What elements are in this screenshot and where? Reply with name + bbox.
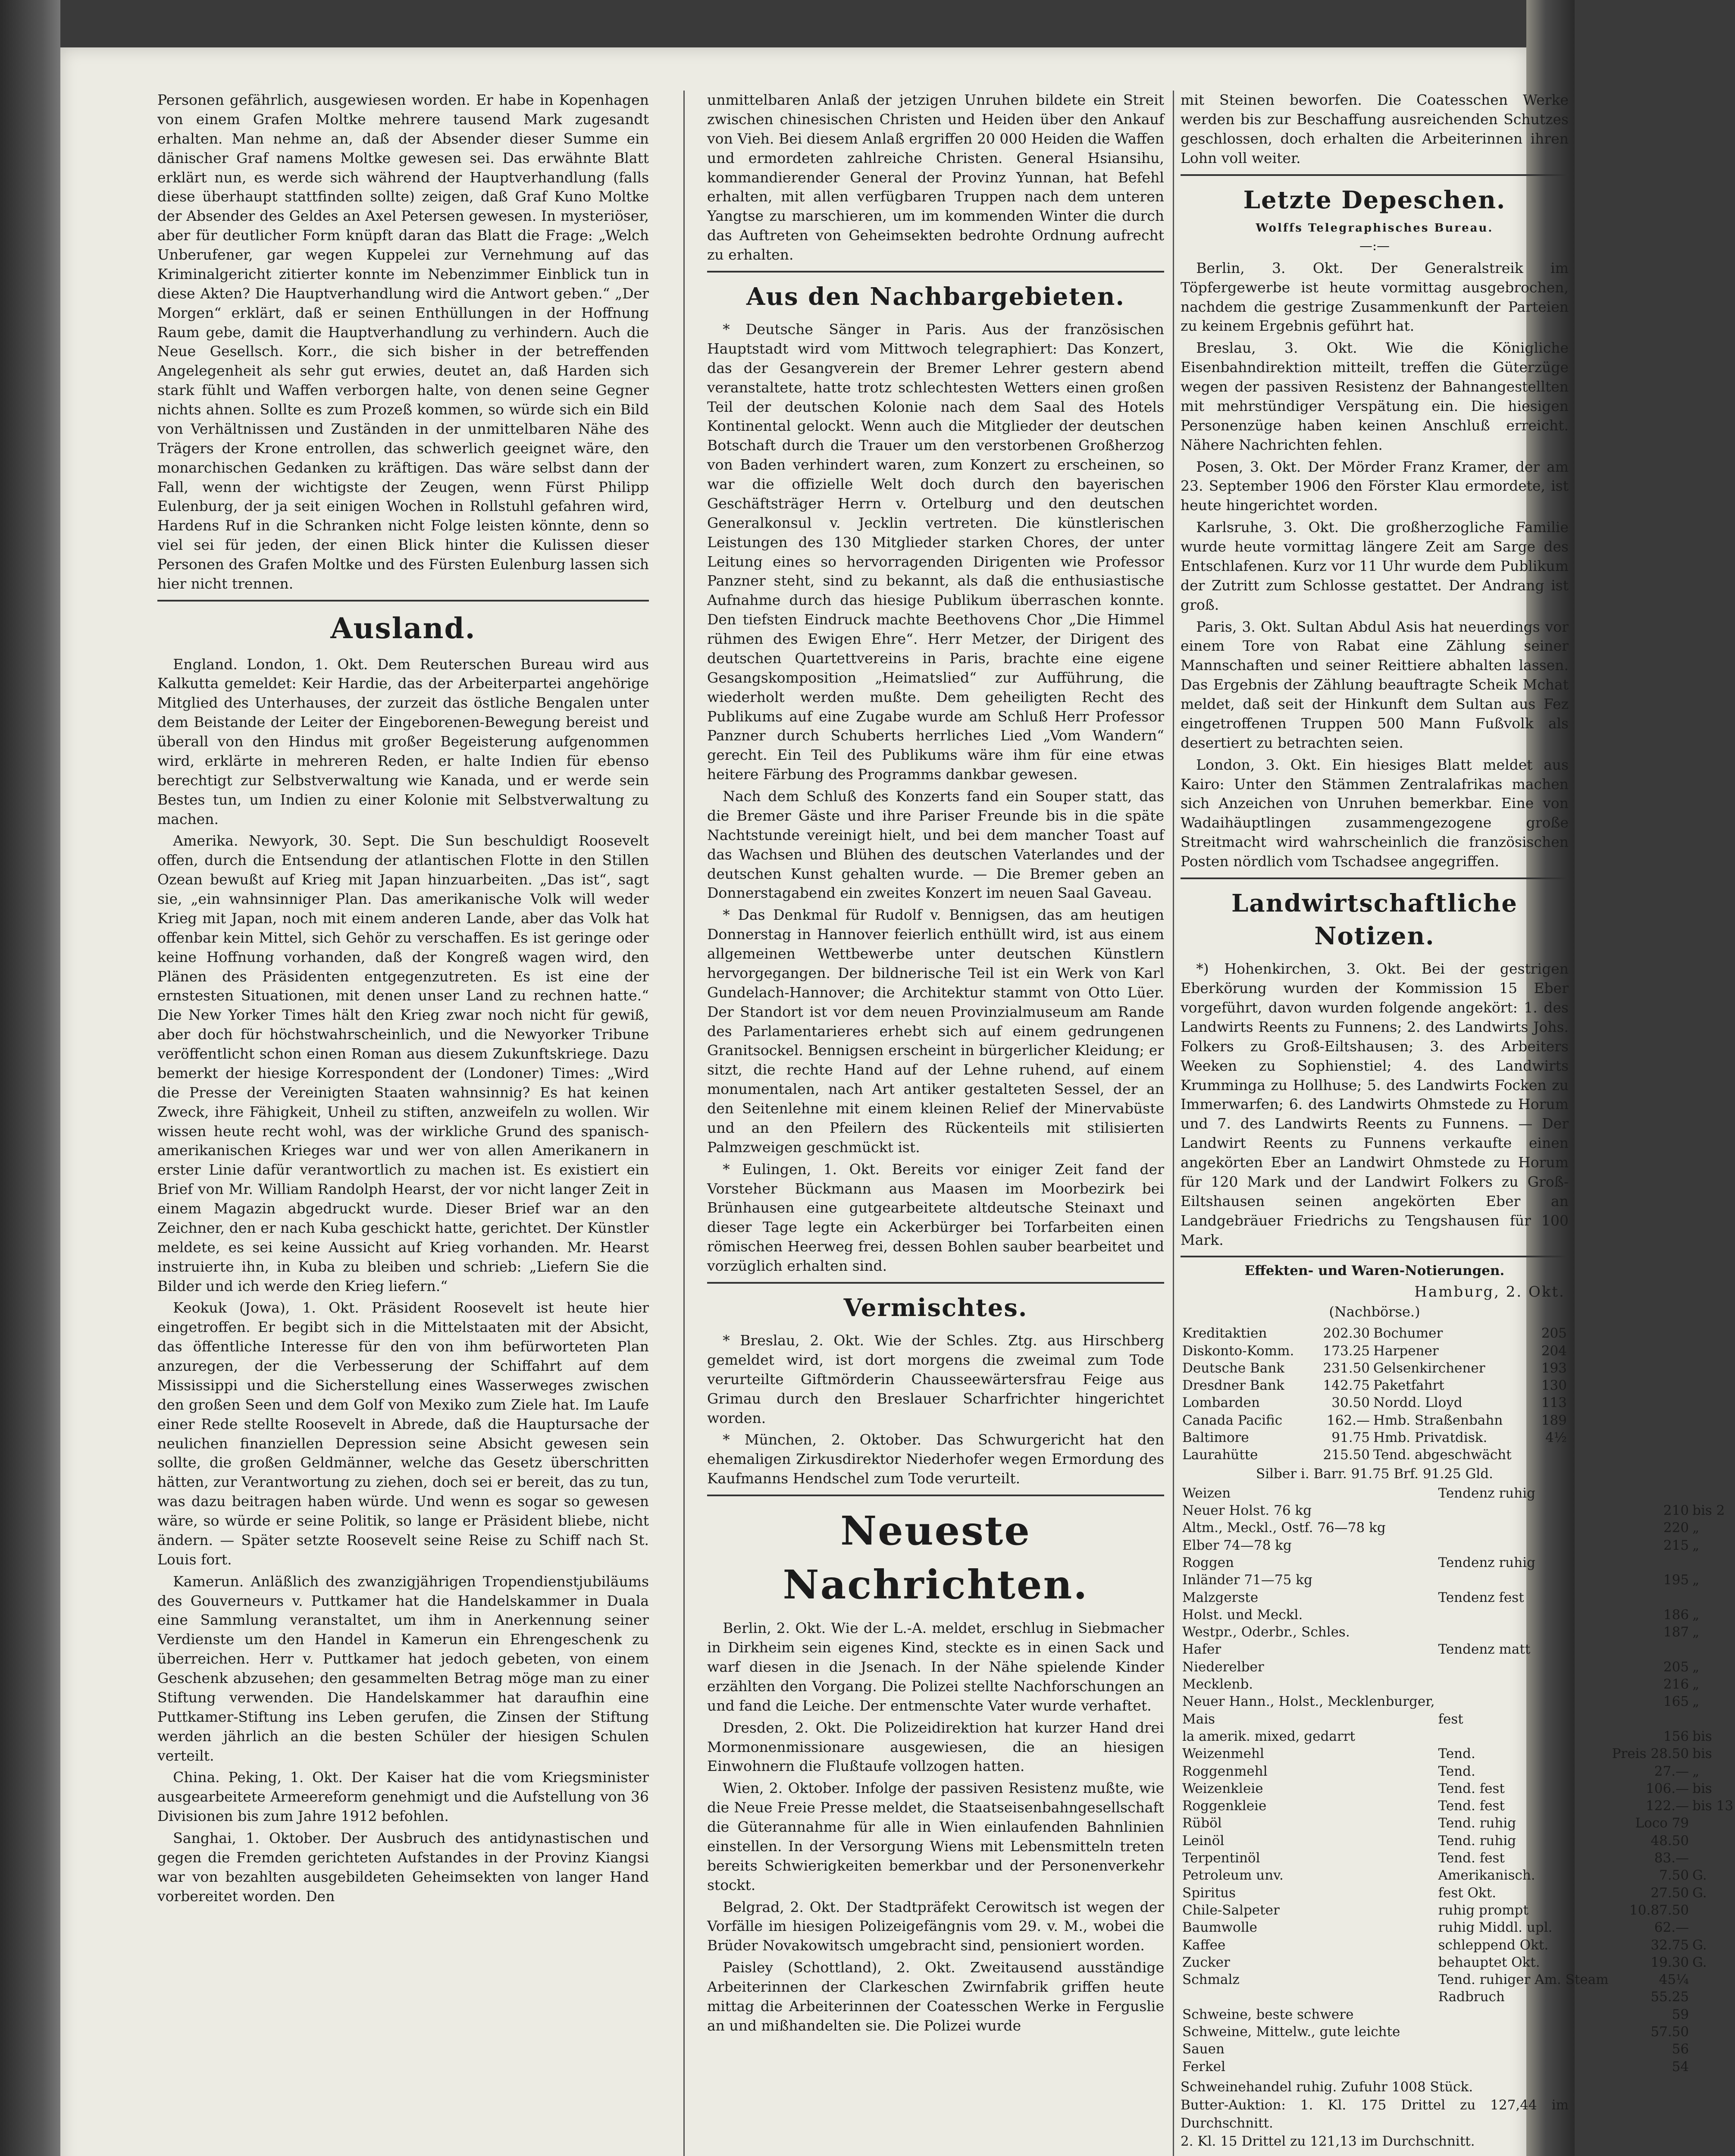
quote-cell: 106.— bbox=[1646, 1780, 1689, 1796]
quote-cell bbox=[1437, 1537, 1610, 1554]
quote-cell: 91.75 bbox=[1331, 1430, 1370, 1446]
quote-cell bbox=[1691, 1919, 1735, 1936]
quote-cell: „ bbox=[1692, 1763, 1700, 1779]
article-paragraph: unmittelbaren Anlaß der jetzigen Unruhen bildete ein Streit zwischen chinesischen Christen und Heiden über den Ankauf von Vieh. Bei diesem Anlaß ergriffen 20 000 Heiden die Waffen und ermordeten zahlreiche Christen. General Hsiansihu, kommandierender General der Provinz Yunnan, hat Befehl erhalten, mit allen verfügbaren Truppen nach dem unteren Yangtse zu marschieren, um im kommenden Winter die durch das Auftreten von Geheimsekten bedrohte Ordnung aufrecht zu erhalten. bbox=[707, 91, 1164, 263]
table-row bbox=[1181, 1797, 1735, 1814]
quote-cell: 162.— bbox=[1327, 1412, 1370, 1428]
quote-cell: Weizen bbox=[1182, 1485, 1231, 1501]
quote-cell: 54 bbox=[1672, 2059, 1689, 2075]
quote-cell: Paketfahrt bbox=[1373, 1378, 1444, 1394]
quote-cell: 48.50 bbox=[1650, 1833, 1689, 1849]
quote-cell: Tend. ruhig bbox=[1438, 1815, 1516, 1831]
quote-cell: Tend. bbox=[1438, 1763, 1475, 1779]
quote-cell: bis bbox=[1692, 1780, 1712, 1796]
table-row bbox=[1181, 1623, 1735, 1641]
depeschen-articles bbox=[1181, 259, 1569, 871]
table-row bbox=[1181, 1937, 1735, 1954]
market-report-dateline: Hamburg, 2. Okt. bbox=[1414, 1283, 1565, 1300]
quote-cell: ruhig Middl. upl. bbox=[1438, 1920, 1553, 1936]
quote-cell bbox=[1610, 1711, 1691, 1728]
article-paragraph: * Das Denkmal für Rudolf v. Bennigsen, das am heutigen Donnerstag in Hannover feierlich enthüllt wird, ist aus einem allgemeinen Wettbewerbe unter deutschen Künstlern hervorgegangen. Der bildnerische Teil ist ein Werk von Karl Gundelach-Hannover; die Architektur stammt von Otto Lüer. Der Standort ist vor dem neuen Provinzialmuseum am Rande des Parlamentarieres erhebt sich auf einem gedrungenen Granitsockel. Bennigsen erscheint in bürgerlicher Kleidung; er sitzt, die rechte Hand auf der Lehne ruhend, auf einem monumentalen, nach Art antiker gestalteten Sessel, der an den Seitenlehne mit einem kleinen Relief der Minervabüste und an den Pfeilern des Rückenteils mit stilisierten Palmzweigen geschmückt ist. bbox=[707, 906, 1164, 1156]
quote-cell: Terpentinöl bbox=[1182, 1850, 1260, 1866]
quote-cell: 142.75 bbox=[1323, 1378, 1370, 1394]
vermischtes-articles bbox=[707, 1331, 1164, 1489]
column-1 bbox=[157, 91, 649, 2156]
report-footer-line: Schweinehandel ruhig. Zufuhr 1008 Stück. bbox=[1181, 2079, 1473, 2095]
table-row bbox=[1181, 1867, 1735, 1884]
section-divider bbox=[1181, 174, 1569, 176]
quote-cell bbox=[1437, 1623, 1610, 1641]
quote-cell bbox=[1437, 1606, 1610, 1623]
table-row bbox=[1181, 2023, 1735, 2040]
table-row bbox=[1181, 1919, 1735, 1936]
intro-text bbox=[157, 91, 649, 594]
quote-cell: Weizenmehl bbox=[1182, 1746, 1264, 1762]
quote-cell: Canada Pacific bbox=[1182, 1412, 1283, 1428]
quote-cell: Tend. fest bbox=[1438, 1850, 1505, 1866]
quote-cell: 220 bbox=[1663, 1520, 1689, 1536]
quote-cell: Tendenz ruhig bbox=[1438, 1485, 1535, 1501]
quote-cell: Neuer Holst. 76 kg bbox=[1182, 1503, 1312, 1519]
table-row bbox=[1181, 1446, 1569, 1463]
quote-cell: 205 bbox=[1663, 1659, 1689, 1675]
quote-cell bbox=[1691, 1589, 1735, 1606]
table-row bbox=[1181, 1728, 1735, 1745]
quote-cell: Gelsenkirchener bbox=[1373, 1360, 1485, 1376]
quote-cell: Roggenmehl bbox=[1182, 1763, 1268, 1779]
quote-cell: Zucker bbox=[1182, 1954, 1230, 1970]
quote-cell: 113 bbox=[1541, 1395, 1567, 1411]
table-row bbox=[1181, 1693, 1735, 1710]
quote-cell: 45¼ bbox=[1659, 1972, 1689, 1988]
quote-cell: 56 bbox=[1672, 2041, 1689, 2057]
quote-cell: 7.50 bbox=[1659, 1868, 1689, 1883]
intro-text bbox=[707, 91, 1164, 265]
section-heading-depeschen: Letzte Depeschen. bbox=[1243, 185, 1506, 214]
quote-cell bbox=[1691, 1971, 1735, 1988]
table-row bbox=[1181, 1676, 1735, 1693]
ornament: —:— bbox=[1359, 238, 1390, 254]
quote-cell: Tend. ruhig bbox=[1438, 1833, 1516, 1849]
table-row bbox=[1181, 1537, 1735, 1554]
quote-cell: 202.30 bbox=[1323, 1326, 1370, 1341]
table-row bbox=[1181, 1988, 1735, 2006]
quote-cell: Mecklenb. bbox=[1182, 1677, 1253, 1692]
article-paragraph: China. Peking, 1. Okt. Der Kaiser hat die vom Kriegsminister ausgearbeitete Armeereform genehmigt und die Aufstellung von 36 Divisionen bis zum Jahre 1912 befohlen. bbox=[157, 1769, 649, 1825]
quote-cell: Elber 74—78 kg bbox=[1182, 1537, 1292, 1553]
quote-cell: fest bbox=[1438, 1711, 1463, 1727]
quote-cell: 215.50 bbox=[1323, 1447, 1370, 1463]
article-paragraph: * Deutsche Sänger in Paris. Aus der französischen Hauptstadt wird vom Mittwoch telegraphiert: Das Konzert, das der Gesangverein der Bremer Lehrer gestern abend veranstaltete, hatte trotz schlechtesten Wetters einen großen Teil der deutschen Kolonie nach dem Saal des Hotels Kontinental gelockt. Wenn auch die Mitglieder der deutschen Botschaft durch die Trauer um den verstorbenen Großherzog von Baden verhindert waren, zum Konzert zu erscheinen, so war die offizielle Welt doch durch den bayerischen Geschäftsträger Herrn v. Ortelburg und den deutschen Generalkonsul v. Jecklin vertreten. Die künstlerischen Leistungen des 130 Mitglieder starken Chores, der unter Leitung eines so hervorragenden Dirigenten wie Professor Panzner steht, sind zu bekannt, als daß die enthusiastische Aufnahme durch das hiesige Publikum überraschen konnte. Den tiefsten Eindruck machte Beethovens Chor „Die Himmel rühmen des Ewigen Ehre“. Herr Metzer, der Dirigent des deutschen Quartettvereins in Paris, brachte eine eigene Gesangskomposition „Heimatslied“ zur Aufführung, die wiederholt werden mußte. Dem geheiligten Recht des Publikums auf eine Zugabe wurde am Schluß Herr Professor Panzner durch Schuberts herrliches Lied „Vom Wandern“ gerecht. Ein Teil des Publikums wäre ihm für eine etwas heitere Färbung des Programms dankbar gewesen. bbox=[707, 321, 1164, 783]
quote-cell: bis 2 bbox=[1692, 1503, 1725, 1519]
quote-cell: Schmalz bbox=[1182, 1972, 1240, 1988]
table-row bbox=[1181, 1485, 1735, 1502]
table-row bbox=[1181, 1641, 1735, 1658]
quote-cell: 189 bbox=[1541, 1412, 1567, 1428]
quote-cell: Spiritus bbox=[1182, 1885, 1236, 1901]
quote-cell bbox=[1691, 1902, 1735, 1919]
quote-cell: 59 bbox=[1672, 2006, 1689, 2022]
table-row bbox=[1181, 2058, 1735, 2075]
quote-cell: Tend. bbox=[1438, 1746, 1475, 1762]
quote-cell: 130 bbox=[1541, 1378, 1567, 1394]
quote-cell: 27.50 bbox=[1650, 1885, 1689, 1901]
quote-cell bbox=[1181, 1988, 1437, 2006]
quote-cell: 4½ bbox=[1545, 1430, 1567, 1446]
quote-cell: 19.30 bbox=[1650, 1954, 1689, 1970]
quote-cell: Hmb. Privatdisk. bbox=[1373, 1430, 1488, 1446]
quote-cell: 204 bbox=[1541, 1343, 1567, 1359]
quote-cell: Westpr., Oderbr., Schles. bbox=[1182, 1624, 1350, 1640]
quote-cell bbox=[1691, 2023, 1735, 2040]
quote-cell: bis bbox=[1692, 1746, 1712, 1762]
goods-quotes-table bbox=[1181, 1485, 1735, 2075]
quote-cell: Tend. fest bbox=[1438, 1798, 1505, 1814]
article-paragraph: Breslau, 3. Okt. Wie die Königliche Eisenbahndirektion mitteilt, treffen die Güterzüge wegen der passiven Resistenz der Bahnangestellten mit mehrstündiger Verspätung ein. Die hiesigen Personenzüge haben keinen Anschluß erreicht. Nähere Nachrichten fehlen. bbox=[1181, 339, 1569, 453]
article-paragraph: Keokuk (Jowa), 1. Okt. Präsident Roosevelt ist heute hier eingetroffen. Er begibt sich in die Mittelstaaten mit der Absicht, das öffentliche Interesse für den von ihm befürworteten Plan anzuregen, der die Verbesserung der Schiffahrt auf dem Mississippi und die Sicherstellung eines Wasserweges zwischen den großen Seen und dem Golf von Mexiko zum Ziele hat. Im Laufe einer Rede stellte Roosevelt in Abrede, daß die Hauptursache der neulichen finanziellen Depression seine Absicht gewesen sein sollte, die großen Geldmänner, welche das Gesetz überschritten hätten, zur Verantwortung zu ziehen, doch sei er bereit, das zu tun, was dazu beitragen haben würde. Und wenn es sogar so gewesen wäre, so würde er seine Politik, so lange er Präsident bliebe, nicht ändern. — Später setzte Roosevelt seine Reise zu Schiff nach St. Louis fort. bbox=[157, 1299, 649, 1568]
table-row bbox=[1181, 1325, 1569, 1342]
table-row bbox=[1181, 1954, 1735, 1971]
quote-cell: Laurahütte bbox=[1182, 1447, 1258, 1463]
table-row bbox=[1181, 1342, 1569, 1360]
column-rule bbox=[1173, 91, 1174, 2156]
quote-cell: 193 bbox=[1541, 1360, 1567, 1376]
quote-cell: 27.— bbox=[1654, 1763, 1689, 1779]
quote-cell bbox=[1610, 1485, 1691, 1502]
table-row bbox=[1181, 1814, 1735, 1832]
quote-cell bbox=[1437, 2040, 1610, 2058]
report-footer-line: Butter-Auktion: 1. Kl. 175 Drittel zu 127,44 im Durchschnitt. bbox=[1181, 2097, 1569, 2131]
article-paragraph: *) Hohenkirchen, 3. Okt. Bei der gestrigen Eberkörung wurden der Kommission 15 Eber vorgeführt, davon wurden folgende angekört: 1. des Landwirts Reents zu Funnens; 2. des Landwirts Johs. Folkers zu Groß-Eiltshausen; 3. des Arbeiters Weeken zu Sophienstiel; 4. des Landwirts Krumminga zu Hollhuse; 5. des Landwirts Focken zu Immerwarfen; 6. des Landwirts Ohmstede zu Horum und 7. des Landwirts Reents zu Funnens. — Der Landwirt Reents zu Funnens verkaufte einen angekörten Eber an Landwirt Ohmstede zu Horum für 120 Mark und der Landwirt Folkers zu Groß-Eiltshausen seinen angekörten Eber an Landgebräuer Friedrichs zu Tengshausen für 100 Mark. bbox=[1181, 960, 1569, 1248]
quote-cell: ruhig prompt bbox=[1438, 1902, 1528, 1918]
section-heading-vermischtes: Vermischtes. bbox=[843, 1293, 1028, 1322]
quote-cell: schleppend Okt. bbox=[1438, 1937, 1549, 1953]
intro-text bbox=[1181, 91, 1569, 168]
quote-cell: Roggenkleie bbox=[1182, 1798, 1267, 1814]
section-divider bbox=[707, 1495, 1164, 1496]
quote-cell: Loco 79 bbox=[1635, 1815, 1689, 1831]
table-row bbox=[1181, 1377, 1569, 1394]
quote-cell: Neuer Hann., Holst., Mecklenburger, bbox=[1182, 1694, 1435, 1710]
quote-cell: Petroleum unv. bbox=[1182, 1868, 1284, 1883]
depeschen-source: Wolffs Telegraphisches Bureau. bbox=[1256, 221, 1494, 235]
book-binding bbox=[0, 0, 60, 2156]
nachbar-articles bbox=[707, 320, 1164, 1276]
article-paragraph: * Eulingen, 1. Okt. Bereits vor einiger Zeit fand der Vorsteher Bückmann aus Maasen im Moorbezirk bei Brünhausen eine gutgearbeitete altdeutsche Steinaxt und dieser Tage legte ein Ackerbürger bei Torfarbeiten einen römischen Heerweg frei, dessen Bohlen sauber bearbeitet und vorzüglich erhalten sind. bbox=[707, 1160, 1164, 1275]
article-paragraph: Posen, 3. Okt. Der Mörder Franz Kramer, der am 23. September 1906 den Förster Klau ermordete, ist heute hingerichtet worden. bbox=[1181, 458, 1569, 514]
quote-cell bbox=[1691, 1554, 1735, 1571]
quote-cell: Hafer bbox=[1182, 1642, 1221, 1658]
quote-cell: Lombarden bbox=[1182, 1395, 1260, 1411]
article-paragraph: Amerika. Newyork, 30. Sept. Die Sun beschuldigt Roosevelt offen, durch die Entsendung der atlantischen Flotte in den Stillen Ozean bewußt auf Krieg mit Japan hinzuarbeiten. „Das ist“, sagt sie, „ein wahnsinniger Plan. Das amerikanische Volk will weder Krieg mit Japan, noch mit einem anderen Lande, aber das Volk hat offenbar kein Mittel, sich Gehör zu verschaffen. Es ist geringe oder keine Hoffnung vorhanden, daß der Kongreß wagen wird, den Plänen des Präsidenten entgegenzutreten. Es ist eine der ernstesten Situationen, mit denen unser Land zu rechnen hatte.“ Die New Yorker Times hält den Krieg zwar noch nicht für gewiß, aber doch für höchstwahrscheinlich, und die Newyorker Tribune veröffentlicht schon einen Roman aus diesem Zukunftskriege. Dazu bemerkt der hiesige Korrespondent der (Londoner) Times: „Wird die Presse der Vereinigten Staaten wahnsinnig? Es hat keinen Zweck, ihre Fähigkeit, Unheil zu stiften, anzweifeln zu wollen. Wir wissen heute recht wohl, was der wirkliche Grund des spanisch-amerikanischen Krieges war und wer von allen Amerikanern in erster Linie dafür verantwortlich zu machen ist. Es existiert ein Brief von Mr. William Randolph Hearst, der vor nicht langer Zeit in einem Magazin abgedruckt wurde. Dieser Brief war an den Zeichner, den er nach Kuba geschickt hatte, gerichtet. Der Künstler meldete, es sei keine Aussicht auf Krieg vorhanden. Mr. Hearst instruierte ihn, in Kuba zu bleiben und schrieb: „Liefern Sie die Bilder und ich werde den Krieg liefern.“ bbox=[157, 832, 649, 1294]
article-paragraph: Berlin, 3. Okt. Der Generalstreik im Töpfergewerbe ist heute vormittag ausgebrochen, nachdem die gestrige Zusammenkunft der Parteien zu keinem Ergebnis geführt hat. bbox=[1181, 259, 1569, 335]
quote-cell bbox=[1691, 1485, 1735, 1502]
article-paragraph: Sanghai, 1. Oktober. Der Ausbruch des antidynastischen und gegen die Fremden gerichteten Aufstandes in der Provinz Kiangsi war von bezahlten ausgebildeten Geheimsekten von langer Hand vorbereitet worden. Den bbox=[157, 1830, 649, 1905]
quote-cell bbox=[1437, 1658, 1610, 1676]
quote-cell: Kreditaktien bbox=[1182, 1326, 1267, 1341]
quote-cell: Baumwolle bbox=[1182, 1920, 1257, 1936]
article-paragraph: England. London, 1. Okt. Dem Reuterschen Bureau wird aus Kalkutta gemeldet: Keir Hardie, das der Arbeiterpartei angehörige Mitglied des Unterhauses, der zurzeit das östliche Bengalen unter dem Beistande der Leiter der Eingeborenen-Bewegung bereist und überall von den Hindus mit großer Begeisterung aufgenommen wird, erklärte in mehreren Reden, er halte Indien für ebenso berechtigt zur Selbstverwaltung wie Kanada, und er werde sein Bestes tun, um Indien zu einer Kolonie mit Selbstverwaltung zu machen. bbox=[157, 655, 649, 827]
quote-cell: Amerikanisch. bbox=[1438, 1868, 1535, 1883]
quote-cell: Baltimore bbox=[1182, 1430, 1249, 1446]
table-row bbox=[1181, 1780, 1735, 1797]
table-row bbox=[1181, 1571, 1735, 1589]
quote-cell: la amerik. mixed, gedarrt bbox=[1182, 1728, 1356, 1744]
article-paragraph: Karlsruhe, 3. Okt. Die großherzogliche Familie wurde heute vormittag längere Zeit am Sarge des Entschlafenen. Kurz vor 11 Uhr wurde dem Publikum der Zutritt zum Schlosse gestattet. Der Andrang ist groß. bbox=[1181, 519, 1569, 613]
quote-cell bbox=[1691, 2006, 1735, 2023]
quote-cell: Tend. abgeschwächt bbox=[1373, 1447, 1512, 1463]
article-paragraph: Paris, 3. Okt. Sultan Abdul Asis hat neuerdings vor einem Tore von Rabat eine Zählung seiner Mannschaften und seiner Reittiere abhalten lassen. Das Ergebnis der Zählung beauftragte Scheik Mchat meldet, daß seit der Hinkunft dem Sultan aus Fez eingetroffenen Truppen 500 Mann Fußvolk als desertiert zu betrachten seien. bbox=[1181, 618, 1569, 751]
quote-cell bbox=[1437, 1676, 1610, 1693]
table-row bbox=[1181, 1606, 1735, 1623]
quote-cell bbox=[1535, 1446, 1569, 1463]
table-row bbox=[1181, 1849, 1735, 1867]
article-paragraph: Wien, 2. Oktober. Infolge der passiven Resistenz mußte, wie die Neue Freie Presse meldet, die Staatseisenbahngesellschaft die Güterannahme für alle in Wien einlaufenden Bahnlinien einstellen. In der Versorgung Wiens mit Lebensmitteln treten bereits Schwierigkeiten bemerkbar und der Personenverkehr stockt. bbox=[707, 1780, 1164, 1893]
section-divider bbox=[1181, 877, 1569, 879]
newspaper-page bbox=[60, 47, 1734, 2156]
quote-cell: Roggen bbox=[1182, 1555, 1234, 1570]
table-row bbox=[1181, 1971, 1735, 1988]
market-report-title: Effekten- und Waren-Notierungen. bbox=[1244, 1263, 1505, 1279]
quote-cell: Diskonto-Komm. bbox=[1182, 1343, 1294, 1359]
table-row bbox=[1181, 1745, 1735, 1762]
quote-cell: Nordd. Lloyd bbox=[1373, 1395, 1463, 1411]
quote-cell: 55.25 bbox=[1650, 1989, 1689, 2005]
quote-cell bbox=[1437, 2058, 1610, 2075]
article-paragraph: * München, 2. Oktober. Das Schwurgericht hat den ehemaligen Zirkusdirektor Niederhofer wegen Ermordung des Kaufmanns Hendschel zum Tode verurteilt. bbox=[707, 1431, 1164, 1487]
quote-cell bbox=[1437, 1519, 1610, 1536]
quote-cell: Preis 28.50 bbox=[1612, 1746, 1689, 1762]
quote-cell: „ bbox=[1692, 1694, 1700, 1710]
quote-cell: „ bbox=[1692, 1572, 1700, 1588]
quote-cell: Mais bbox=[1182, 1711, 1215, 1727]
quote-cell: Deutsche Bank bbox=[1182, 1360, 1285, 1376]
quote-cell: Ferkel bbox=[1182, 2059, 1226, 2075]
quote-cell: Rüböl bbox=[1182, 1815, 1222, 1831]
quote-cell: Niederelber bbox=[1182, 1659, 1264, 1675]
table-row bbox=[1181, 2040, 1735, 2058]
table-row bbox=[1181, 1519, 1735, 1536]
quote-cell bbox=[1437, 2023, 1610, 2040]
quote-cell: Altm., Meckl., Ostf. 76—78 kg bbox=[1182, 1520, 1386, 1536]
quote-cell: „ bbox=[1692, 1659, 1700, 1675]
quote-cell: Harpener bbox=[1373, 1343, 1439, 1359]
market-report-footer bbox=[1181, 2078, 1569, 2151]
quote-cell: fest Okt. bbox=[1438, 1885, 1497, 1901]
quote-cell: Kaffee bbox=[1182, 1937, 1226, 1953]
table-row bbox=[1181, 1394, 1569, 1411]
quote-cell: Chile-Salpeter bbox=[1182, 1902, 1280, 1918]
quote-cell: Inländer 71—75 kg bbox=[1182, 1572, 1312, 1588]
quote-cell: Tend. fest bbox=[1438, 1780, 1505, 1796]
article-paragraph: mit Steinen beworfen. Die Coatesschen Werke werden bis zur Beschaffung ausreichenden Schutzes geschlossen, doch erhalten die Arbeiterinnen ihren Lohn voll weiter. bbox=[1181, 91, 1569, 166]
quote-cell: behauptet Okt. bbox=[1438, 1954, 1540, 1970]
quote-cell bbox=[1691, 1641, 1735, 1658]
table-row bbox=[1181, 1502, 1735, 1519]
quote-cell: Bochumer bbox=[1373, 1326, 1443, 1341]
table-row bbox=[1181, 1589, 1735, 1606]
quote-cell bbox=[1437, 1693, 1610, 1710]
quote-cell: 231.50 bbox=[1323, 1360, 1370, 1376]
quote-cell: 187 bbox=[1663, 1624, 1689, 1640]
quote-cell: 122.— bbox=[1646, 1798, 1689, 1814]
section-divider bbox=[707, 1282, 1164, 1284]
quote-cell: Tendenz fest bbox=[1438, 1589, 1524, 1605]
column-3 bbox=[1181, 91, 1734, 2156]
report-footer-line: 2. Kl. 15 Drittel zu 121,13 im Durchschnitt. bbox=[1181, 2134, 1475, 2150]
article-paragraph: Personen gefährlich, ausgewiesen worden. Er habe in Kopenhagen von einem Grafen Moltke mehrere tausend Mark zugesandt erhalten. Man nehme an, daß der Absender dieser Summe ein dänischer Graf namens Moltke gewesen sei. Das erwähnte Blatt erklärt nun, es werde sich während der Hauptverhandlung (falls diese überhaupt stattfinden sollte) zeigen, daß Graf Kuno Moltke der Absender des Geldes an Axel Petersen gewesen. In mysteriöser, aber für deutlicher Form knüpft daran das Blatt die Frage: „Welch Unberufener, gar wegen Kuppelei zur Vernehmung auf das Kriminalgericht zitierter konnte im Nebenzimmer Einblick tun in diese Akten? Die Hauptverhandlung wird die Antwort geben.“ „Der Morgen“ erklärt, daß er seinen Enthüllungen in der Hoffnung Raum gebe, damit die Hauptverhandlung zu verhindern. Auch die Neue Gesellsch. Korr., die sich bisher in der betreffenden Angelegenheit als sehr gut erwies, deutet an, daß Harden sich stark fühlt und Waffen verborgen halte, von denen seine Gegner nichts ahnen. Sollte es zum Prozeß kommen, so würde sich ein Bild von Verhältnissen und Zuständen in der unmittelbaren Nähe des Trägers der Krone entrollen, das schwerlich geeignet wäre, den monarchischen Gedanken zu kräftigen. Das wäre selbst dann der Fall, wenn der wichtigste der Zeugen, wenn Fürst Philipp Eulenburg, der ja seit einigen Wochen in Rollstuhl gefahren wird, Hardens Ruf in die Schranken nicht Folge leisten könnte, denn so viel sei für jeden, der einen Blick hinter die Kulissen dieser Personen des Grafen Moltke und des Fürsten Eulenburg lassen sich hier nicht trennen. bbox=[157, 91, 649, 592]
quote-cell: 156 bbox=[1663, 1728, 1689, 1744]
section-divider bbox=[707, 271, 1164, 273]
quote-cell bbox=[1437, 1571, 1610, 1589]
article-paragraph: Belgrad, 2. Okt. Der Stadtpräfekt Cerowitsch ist wegen der Vorfälle im hiesigen Polizeigefängnis vom 29. v. M., wobei die Brüder Novakowitsch umgebracht sind, pensioniert worden. bbox=[707, 1898, 1164, 1954]
column-rule bbox=[683, 91, 685, 2156]
section-divider bbox=[1181, 1256, 1569, 1257]
table-row bbox=[1181, 1902, 1735, 1919]
quote-cell: 165 bbox=[1663, 1694, 1689, 1710]
quote-cell bbox=[1691, 1988, 1735, 2006]
quote-cell: „ bbox=[1692, 1607, 1700, 1623]
quote-cell: G. bbox=[1692, 1868, 1707, 1883]
ausland-articles bbox=[157, 655, 649, 1906]
article-paragraph: Paisley (Schottland), 2. Okt. Zweitausend ausständige Arbeiterinnen der Clarkeschen Zwirnfabrik griffen heute mittag die Arbeiterinnen der Coatesschen Werke in Ferguslie an und mißhandelten sie. Die Polizei wurde bbox=[707, 1959, 1164, 2034]
quote-cell: Sauen bbox=[1182, 2041, 1225, 2057]
quote-cell: Dresdner Bank bbox=[1182, 1378, 1284, 1394]
section-heading-neueste: Neueste Nachrichten. bbox=[783, 1507, 1089, 1608]
quote-cell: bis bbox=[1692, 1728, 1712, 1744]
quote-cell: 216 bbox=[1663, 1677, 1689, 1692]
table-row bbox=[1181, 1429, 1569, 1446]
section-divider bbox=[157, 600, 649, 602]
article-paragraph: * Breslau, 2. Okt. Wie der Schles. Ztg. aus Hirschberg gemeldet wird, ist dort morgens die zweimal zum Tode verurteilte Giftmörderin Chausseewärtersfrau Feige aus Grimau durch den Breslauer Scharfrichter hingerichtet worden. bbox=[707, 1332, 1164, 1426]
column-2 bbox=[707, 91, 1164, 2156]
quote-cell bbox=[1610, 1554, 1691, 1571]
market-report-nachboerse: (Nachbörse.) bbox=[1329, 1303, 1420, 1320]
article-paragraph: Nach dem Schluß des Konzerts fand ein Souper statt, das die Bremer Gäste und ihre Pariser Freunde bis in die späte Nachtstunde vereinigt hielt, und bei dem mancher Toast auf das Wachsen und Blühen des deutschen Vaterlandes und der deutschen Kunst gehalten wurde. — Die Bremer geben an Donnerstagabend ein zweites Konzert im neuen Saal Gaveau. bbox=[707, 788, 1164, 902]
quote-cell: Weizenkleie bbox=[1182, 1780, 1263, 1796]
landwirtschaft-articles bbox=[1181, 959, 1569, 1250]
quote-cell: „ bbox=[1692, 1537, 1700, 1553]
section-heading-ausland: Ausland. bbox=[330, 611, 476, 645]
quote-cell: Schweine, beste schwere bbox=[1182, 2006, 1354, 2022]
quote-cell: „ bbox=[1692, 1624, 1700, 1640]
quote-cell: 83.— bbox=[1654, 1850, 1689, 1866]
quote-cell: Hmb. Straßenbahn bbox=[1373, 1412, 1503, 1428]
quote-cell bbox=[1437, 1728, 1610, 1745]
quote-cell: Leinöl bbox=[1182, 1833, 1225, 1849]
stock-quotes-table bbox=[1181, 1325, 1569, 1463]
quote-cell bbox=[1691, 1711, 1735, 1728]
quote-cell: bis 13 bbox=[1692, 1798, 1734, 1814]
quote-cell: 10.87.50 bbox=[1629, 1902, 1689, 1918]
quote-cell: G. bbox=[1692, 1954, 1707, 1970]
quote-cell: 57.50 bbox=[1650, 2024, 1689, 2040]
table-row bbox=[1181, 1763, 1735, 1780]
quote-cell: 186 bbox=[1663, 1607, 1689, 1623]
quote-cell: 62.— bbox=[1654, 1920, 1689, 1936]
quote-cell: 205 bbox=[1541, 1326, 1567, 1341]
quote-cell: „ bbox=[1692, 1677, 1700, 1692]
quote-cell: Tendenz matt bbox=[1438, 1642, 1531, 1658]
table-row bbox=[1181, 2006, 1735, 2023]
quote-cell bbox=[1691, 1832, 1735, 1849]
quote-cell bbox=[1610, 1641, 1691, 1658]
quote-cell: G. bbox=[1692, 1937, 1707, 1953]
quote-cell: 32.75 bbox=[1650, 1937, 1689, 1953]
quote-cell bbox=[1437, 2006, 1610, 2023]
quote-cell: Schweine, Mittelw., gute leichte bbox=[1182, 2024, 1400, 2040]
quote-cell: 210 bbox=[1663, 1503, 1689, 1519]
neueste-articles bbox=[707, 1619, 1164, 2035]
table-row bbox=[1181, 1554, 1735, 1571]
silver-quote: Silber i. Barr. 91.75 Brf. 91.25 Gld. bbox=[1256, 1466, 1493, 1482]
section-heading-landwirtschaft: Landwirtschaftliche Notizen. bbox=[1231, 889, 1518, 951]
quote-cell: Radbruch bbox=[1438, 1989, 1505, 2005]
quote-cell bbox=[1691, 1814, 1735, 1832]
table-row bbox=[1181, 1711, 1735, 1728]
article-paragraph: Berlin, 2. Okt. Wie der L.-A. meldet, erschlug in Siebmacher in Dirkheim sein eigenes Kind, steckte es in einen Sack und warf diesen in die Jsenach. In der Nähe spielende Kinder erzählten den Vorgang. Die Polizei stellte Nachforschungen an und fand die Leiche. Der entmenschte Vater wurde verhaftet. bbox=[707, 1620, 1164, 1714]
article-paragraph: London, 3. Okt. Ein hiesiges Blatt meldet aus Kairo: Unter den Stämmen Zentralafrikas machen sich Anzeichen von Unruhen bemerkbar. Eine von Wadaihäuptlingen zusammengezogene große Streitmacht wird wahrscheinlich die französischen Posten nördlich vom Tschadsee angegriffen. bbox=[1181, 756, 1569, 870]
quote-cell: Malzgerste bbox=[1182, 1589, 1259, 1605]
quote-cell: Holst. und Meckl. bbox=[1182, 1607, 1303, 1623]
table-row bbox=[1181, 1360, 1569, 1377]
section-heading-nachbargebiete: Aus den Nachbargebieten. bbox=[746, 282, 1125, 311]
quote-cell: Tendenz ruhig bbox=[1438, 1555, 1535, 1570]
quote-cell: G. bbox=[1692, 1885, 1707, 1901]
quote-cell bbox=[1691, 2058, 1735, 2075]
quote-cell bbox=[1610, 1589, 1691, 1606]
quote-cell: 173.25 bbox=[1323, 1343, 1370, 1359]
quote-cell bbox=[1691, 1849, 1735, 1867]
quote-cell: „ bbox=[1692, 1520, 1700, 1536]
article-paragraph: Kamerun. Anläßlich des zwanzigjährigen Tropendienstjubiläums des Gouverneurs v. Puttkamer hat die Handelskammer in Duala eine Sammlung veranstaltet, um ihm in Anerkennung seiner Verdienste um den Handel in Kamerun ein Ehrengeschenk zu überreichen. Herr v. Puttkamer hat jedoch gebeten, von einem Geschenk abzusehen; den gesammelten Betrag möge man zu einer Stiftung verwenden. Die Handelskammer hat daraufhin eine Puttkamer-Stiftung ins Leben gerufen, die Zinsen der Stiftung werden jährlich an die besten Schüler der hiesigen Schulen verteilt. bbox=[157, 1573, 649, 1764]
quote-cell: Tend. ruhiger Am. Steam bbox=[1438, 1972, 1609, 1988]
table-row bbox=[1181, 1658, 1735, 1676]
quote-cell bbox=[1691, 2040, 1735, 2058]
quote-cell bbox=[1437, 1502, 1610, 1519]
table-row bbox=[1181, 1412, 1569, 1429]
table-row bbox=[1181, 1884, 1735, 1902]
quote-cell: 30.50 bbox=[1331, 1395, 1370, 1411]
quote-cell: 195 bbox=[1663, 1572, 1689, 1588]
table-row bbox=[1181, 1832, 1735, 1849]
article-paragraph: Dresden, 2. Okt. Die Polizeidirektion hat kurzer Hand drei Mormonenmissionare ausgewiesen, die an hiesigen Einwohnern die Flußtaufe vollzogen hatten. bbox=[707, 1719, 1164, 1775]
quote-cell: 215 bbox=[1663, 1537, 1689, 1553]
